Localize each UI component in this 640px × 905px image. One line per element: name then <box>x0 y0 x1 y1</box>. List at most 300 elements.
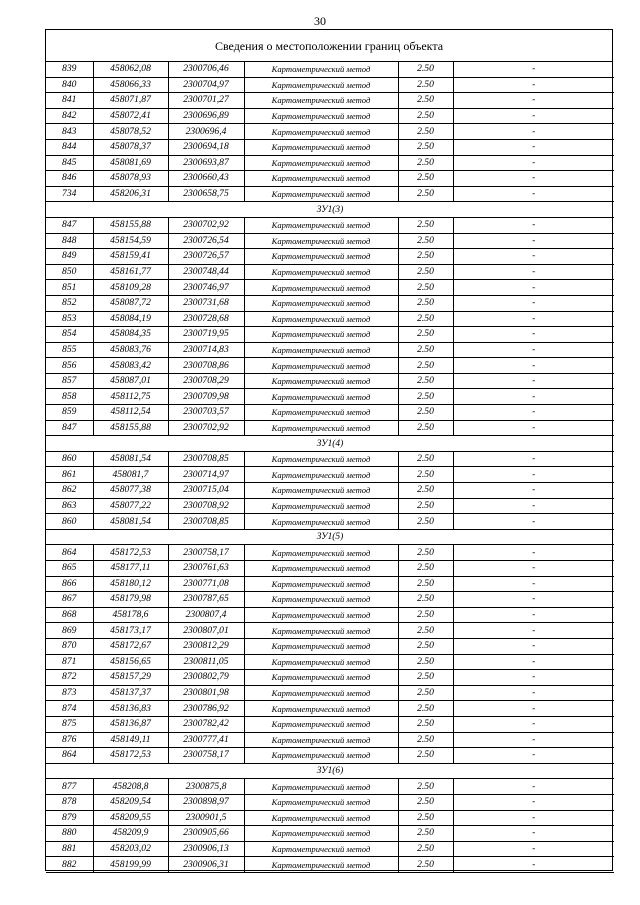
description-cell: - <box>453 327 614 343</box>
table-row <box>46 810 614 826</box>
precision-cell: 2.50 <box>398 217 453 233</box>
y-coordinate-cell: 2300706,46 <box>168 62 244 77</box>
table-row <box>46 623 614 639</box>
precision-cell: 2.50 <box>398 701 453 717</box>
y-coordinate-cell: 2300714,97 <box>168 467 244 483</box>
precision-cell: 2.50 <box>398 498 453 514</box>
precision-cell: 2.50 <box>398 93 453 109</box>
y-coordinate-cell: 2300728,68 <box>168 311 244 327</box>
point-number-cell: 876 <box>46 732 93 748</box>
description-cell: - <box>453 389 614 405</box>
table-row <box>46 280 614 296</box>
table-row <box>46 295 614 311</box>
description-cell: - <box>453 576 614 592</box>
description-cell: - <box>453 779 614 795</box>
x-coordinate-cell: 458078,93 <box>93 171 168 187</box>
method-cell: Картометрический метод <box>244 514 398 530</box>
table-row <box>46 483 614 499</box>
group-label: ЗУ1(3) <box>46 202 614 218</box>
table-row <box>46 249 614 265</box>
x-coordinate-cell: 458077,38 <box>93 483 168 499</box>
table-row <box>46 841 614 857</box>
precision-cell: 2.50 <box>398 592 453 608</box>
x-coordinate-cell: 458156,65 <box>93 654 168 670</box>
description-cell: - <box>453 171 614 187</box>
y-coordinate-cell: 2300701,27 <box>168 93 244 109</box>
y-coordinate-cell: 2300726,54 <box>168 233 244 249</box>
description-cell: - <box>453 217 614 233</box>
precision-cell: 2.50 <box>398 373 453 389</box>
point-number-cell: 848 <box>46 233 93 249</box>
x-coordinate-cell: 458081,7 <box>93 467 168 483</box>
y-coordinate-cell: 2300898,97 <box>168 794 244 810</box>
x-coordinate-cell: 458081,54 <box>93 514 168 530</box>
y-coordinate-cell: 2300758,17 <box>168 748 244 764</box>
method-cell: Картометрический метод <box>244 685 398 701</box>
table-row <box>46 794 614 810</box>
point-number-cell: 868 <box>46 607 93 623</box>
group-label: ЗУ1(4) <box>46 436 614 452</box>
y-coordinate-cell: 2300719,95 <box>168 327 244 343</box>
point-number-cell: 858 <box>46 389 93 405</box>
point-number-cell: 877 <box>46 779 93 795</box>
x-coordinate-cell: 458172,67 <box>93 638 168 654</box>
description-cell: - <box>453 732 614 748</box>
point-number-cell: 881 <box>46 841 93 857</box>
description-cell: - <box>453 77 614 93</box>
x-coordinate-cell: 458071,87 <box>93 93 168 109</box>
precision-cell: 2.50 <box>398 280 453 296</box>
precision-cell: 2.50 <box>398 451 453 467</box>
table-row <box>46 373 614 389</box>
point-number-cell: 880 <box>46 826 93 842</box>
point-number-cell: 840 <box>46 77 93 93</box>
point-number-cell: 865 <box>46 561 93 577</box>
method-cell: Картометрический метод <box>244 108 398 124</box>
x-coordinate-cell: 458179,98 <box>93 592 168 608</box>
precision-cell: 2.50 <box>398 794 453 810</box>
point-number-cell: 843 <box>46 124 93 140</box>
method-cell: Картометрический метод <box>244 826 398 842</box>
description-cell: - <box>453 716 614 732</box>
table-row <box>46 264 614 280</box>
description-cell: - <box>453 249 614 265</box>
point-number-cell: 870 <box>46 638 93 654</box>
y-coordinate-cell: 2300807,4 <box>168 607 244 623</box>
y-coordinate-cell: 2300906,13 <box>168 841 244 857</box>
description-cell: - <box>453 623 614 639</box>
method-cell: Картометрический метод <box>244 342 398 358</box>
table-row <box>46 420 614 436</box>
method-cell: Картометрический метод <box>244 451 398 467</box>
method-cell: Картометрический метод <box>244 498 398 514</box>
description-cell: - <box>453 561 614 577</box>
x-coordinate-cell: 458136,83 <box>93 701 168 717</box>
x-coordinate-cell: 458206,31 <box>93 186 168 202</box>
precision-cell: 2.50 <box>398 607 453 623</box>
point-number-cell: 847 <box>46 420 93 436</box>
table-row <box>46 654 614 670</box>
precision-cell: 2.50 <box>398 264 453 280</box>
table-row <box>46 638 614 654</box>
method-cell: Картометрический метод <box>244 576 398 592</box>
point-number-cell: 878 <box>46 794 93 810</box>
description-cell: - <box>453 139 614 155</box>
x-coordinate-cell: 458083,42 <box>93 358 168 374</box>
point-number-cell: 869 <box>46 623 93 639</box>
y-coordinate-cell: 2300703,57 <box>168 405 244 421</box>
table-row <box>46 389 614 405</box>
x-coordinate-cell: 458154,59 <box>93 233 168 249</box>
method-cell: Картометрический метод <box>244 77 398 93</box>
x-coordinate-cell: 458209,9 <box>93 826 168 842</box>
method-cell: Картометрический метод <box>244 295 398 311</box>
precision-cell: 2.50 <box>398 405 453 421</box>
group-header-row <box>46 763 614 779</box>
description-cell: - <box>453 124 614 140</box>
point-number-cell: 845 <box>46 155 93 171</box>
table-row <box>46 576 614 592</box>
method-cell: Картометрический метод <box>244 264 398 280</box>
precision-cell: 2.50 <box>398 779 453 795</box>
description-cell: - <box>453 685 614 701</box>
y-coordinate-cell: 2300802,79 <box>168 670 244 686</box>
x-coordinate-cell: 458172,53 <box>93 748 168 764</box>
precision-cell: 2.50 <box>398 654 453 670</box>
x-coordinate-cell: 458062,08 <box>93 62 168 77</box>
table-row <box>46 561 614 577</box>
x-coordinate-cell: 458209,55 <box>93 810 168 826</box>
x-coordinate-cell: 458157,29 <box>93 670 168 686</box>
y-coordinate-cell: 2300708,92 <box>168 498 244 514</box>
precision-cell: 2.50 <box>398 685 453 701</box>
precision-cell: 2.50 <box>398 186 453 202</box>
x-coordinate-cell: 458081,69 <box>93 155 168 171</box>
y-coordinate-cell: 2300708,29 <box>168 373 244 389</box>
table-row <box>46 171 614 187</box>
point-number-cell: 874 <box>46 701 93 717</box>
x-coordinate-cell: 458078,52 <box>93 124 168 140</box>
method-cell: Картометрический метод <box>244 701 398 717</box>
table-row <box>46 139 614 155</box>
method-cell: Картометрический метод <box>244 810 398 826</box>
point-number-cell: 852 <box>46 295 93 311</box>
precision-cell: 2.50 <box>398 483 453 499</box>
point-number-cell: 734 <box>46 186 93 202</box>
point-number-cell: 862 <box>46 483 93 499</box>
precision-cell: 2.50 <box>398 638 453 654</box>
x-coordinate-cell: 458077,22 <box>93 498 168 514</box>
y-coordinate-cell: 2300702,92 <box>168 420 244 436</box>
table-row <box>46 233 614 249</box>
method-cell: Картометрический метод <box>244 311 398 327</box>
point-number-cell: 860 <box>46 451 93 467</box>
y-coordinate-cell: 2300812,29 <box>168 638 244 654</box>
point-number-cell: 849 <box>46 249 93 265</box>
y-coordinate-cell: 2300658,75 <box>168 186 244 202</box>
precision-cell: 2.50 <box>398 748 453 764</box>
group-label: ЗУ1(5) <box>46 529 614 545</box>
point-number-cell: 844 <box>46 139 93 155</box>
precision-cell: 2.50 <box>398 358 453 374</box>
table-row <box>46 342 614 358</box>
method-cell: Картометрический метод <box>244 748 398 764</box>
point-number-cell: 863 <box>46 498 93 514</box>
precision-cell: 2.50 <box>398 420 453 436</box>
y-coordinate-cell: 2300709,98 <box>168 389 244 405</box>
description-cell: - <box>453 155 614 171</box>
table-row <box>46 451 614 467</box>
point-number-cell: 879 <box>46 810 93 826</box>
point-number-cell: 847 <box>46 217 93 233</box>
x-coordinate-cell: 458084,19 <box>93 311 168 327</box>
description-cell: - <box>453 358 614 374</box>
x-coordinate-cell: 458155,88 <box>93 420 168 436</box>
method-cell: Картометрический метод <box>244 62 398 77</box>
x-coordinate-cell: 458155,88 <box>93 217 168 233</box>
point-number-cell: 872 <box>46 670 93 686</box>
point-number-cell: 855 <box>46 342 93 358</box>
y-coordinate-cell: 2300906,31 <box>168 857 244 873</box>
description-cell: - <box>453 794 614 810</box>
y-coordinate-cell: 2300807,01 <box>168 623 244 639</box>
precision-cell: 2.50 <box>398 233 453 249</box>
y-coordinate-cell: 2300787,65 <box>168 592 244 608</box>
method-cell: Картометрический метод <box>244 794 398 810</box>
x-coordinate-cell: 458173,17 <box>93 623 168 639</box>
x-coordinate-cell: 458078,37 <box>93 139 168 155</box>
x-coordinate-cell: 458112,75 <box>93 389 168 405</box>
point-number-cell: 866 <box>46 576 93 592</box>
y-coordinate-cell: 2300660,43 <box>168 171 244 187</box>
description-cell: - <box>453 592 614 608</box>
method-cell: Картометрический метод <box>244 280 398 296</box>
precision-cell: 2.50 <box>398 732 453 748</box>
x-coordinate-cell: 458208,8 <box>93 779 168 795</box>
table-row <box>46 311 614 327</box>
method-cell: Картометрический метод <box>244 358 398 374</box>
precision-cell: 2.50 <box>398 327 453 343</box>
method-cell: Картометрический метод <box>244 592 398 608</box>
description-cell: - <box>453 826 614 842</box>
boundary-table-frame <box>45 29 613 871</box>
table-row <box>46 607 614 623</box>
method-cell: Картометрический метод <box>244 467 398 483</box>
table-row <box>46 498 614 514</box>
x-coordinate-cell: 458159,41 <box>93 249 168 265</box>
point-number-cell: 851 <box>46 280 93 296</box>
y-coordinate-cell: 2300726,57 <box>168 249 244 265</box>
precision-cell: 2.50 <box>398 389 453 405</box>
table-row <box>46 217 614 233</box>
precision-cell: 2.50 <box>398 514 453 530</box>
method-cell: Картометрический метод <box>244 327 398 343</box>
method-cell: Картометрический метод <box>244 483 398 499</box>
method-cell: Картометрический метод <box>244 732 398 748</box>
group-label: ЗУ1(6) <box>46 763 614 779</box>
description-cell: - <box>453 810 614 826</box>
method-cell: Картометрический метод <box>244 716 398 732</box>
page-number: 30 <box>314 14 326 28</box>
precision-cell: 2.50 <box>398 826 453 842</box>
x-coordinate-cell: 458209,54 <box>93 794 168 810</box>
x-coordinate-cell: 458172,53 <box>93 545 168 561</box>
y-coordinate-cell: 2300761,63 <box>168 561 244 577</box>
method-cell: Картометрический метод <box>244 186 398 202</box>
precision-cell: 2.50 <box>398 841 453 857</box>
y-coordinate-cell: 2300801,98 <box>168 685 244 701</box>
point-number-cell: 867 <box>46 592 93 608</box>
point-number-cell: 882 <box>46 857 93 873</box>
precision-cell: 2.50 <box>398 62 453 77</box>
point-number-cell: 864 <box>46 748 93 764</box>
point-number-cell: 854 <box>46 327 93 343</box>
precision-cell: 2.50 <box>398 623 453 639</box>
description-cell: - <box>453 451 614 467</box>
point-number-cell: 861 <box>46 467 93 483</box>
precision-cell: 2.50 <box>398 124 453 140</box>
point-number-cell: 873 <box>46 685 93 701</box>
y-coordinate-cell: 2300693,87 <box>168 155 244 171</box>
y-coordinate-cell: 2300694,18 <box>168 139 244 155</box>
y-coordinate-cell: 2300771,08 <box>168 576 244 592</box>
description-cell: - <box>453 545 614 561</box>
y-coordinate-cell: 2300731,68 <box>168 295 244 311</box>
description-cell: - <box>453 342 614 358</box>
description-cell: - <box>453 93 614 109</box>
x-coordinate-cell: 458180,12 <box>93 576 168 592</box>
y-coordinate-cell: 2300748,44 <box>168 264 244 280</box>
description-cell: - <box>453 498 614 514</box>
description-cell: - <box>453 607 614 623</box>
precision-cell: 2.50 <box>398 545 453 561</box>
method-cell: Картометрический метод <box>244 420 398 436</box>
method-cell: Картометрический метод <box>244 405 398 421</box>
description-cell: - <box>453 233 614 249</box>
description-cell: - <box>453 514 614 530</box>
table-row <box>46 545 614 561</box>
method-cell: Картометрический метод <box>244 623 398 639</box>
y-coordinate-cell: 2300715,04 <box>168 483 244 499</box>
precision-cell: 2.50 <box>398 171 453 187</box>
method-cell: Картометрический метод <box>244 373 398 389</box>
point-number-cell: 842 <box>46 108 93 124</box>
table-row <box>46 108 614 124</box>
table-row <box>46 467 614 483</box>
method-cell: Картометрический метод <box>244 779 398 795</box>
description-cell: - <box>453 857 614 873</box>
table-row <box>46 670 614 686</box>
y-coordinate-cell: 2300696,89 <box>168 108 244 124</box>
y-coordinate-cell: 2300708,86 <box>168 358 244 374</box>
table-title: Сведения о местоположении границ объекта <box>46 30 612 62</box>
method-cell: Картометрический метод <box>244 389 398 405</box>
table-row <box>46 62 614 77</box>
y-coordinate-cell: 2300758,17 <box>168 545 244 561</box>
precision-cell: 2.50 <box>398 810 453 826</box>
x-coordinate-cell: 458149,11 <box>93 732 168 748</box>
y-coordinate-cell: 2300782,42 <box>168 716 244 732</box>
x-coordinate-cell: 458109,28 <box>93 280 168 296</box>
method-cell: Картометрический метод <box>244 654 398 670</box>
precision-cell: 2.50 <box>398 108 453 124</box>
description-cell: - <box>453 264 614 280</box>
y-coordinate-cell: 2300746,97 <box>168 280 244 296</box>
y-coordinate-cell: 2300704,97 <box>168 77 244 93</box>
y-coordinate-cell: 2300702,92 <box>168 217 244 233</box>
table-row <box>46 857 614 873</box>
x-coordinate-cell: 458072,41 <box>93 108 168 124</box>
table-row <box>46 592 614 608</box>
method-cell: Картометрический метод <box>244 638 398 654</box>
coordinates-table <box>46 62 614 873</box>
x-coordinate-cell: 458136,87 <box>93 716 168 732</box>
point-number-cell: 864 <box>46 545 93 561</box>
x-coordinate-cell: 458203,02 <box>93 841 168 857</box>
group-header-row <box>46 529 614 545</box>
point-number-cell: 860 <box>46 514 93 530</box>
y-coordinate-cell: 2300811,05 <box>168 654 244 670</box>
table-row <box>46 748 614 764</box>
method-cell: Картометрический метод <box>244 670 398 686</box>
table-row <box>46 779 614 795</box>
point-number-cell: 871 <box>46 654 93 670</box>
description-cell: - <box>453 62 614 77</box>
table-row <box>46 716 614 732</box>
description-cell: - <box>453 373 614 389</box>
description-cell: - <box>453 420 614 436</box>
point-number-cell: 875 <box>46 716 93 732</box>
x-coordinate-cell: 458199,99 <box>93 857 168 873</box>
method-cell: Картометрический метод <box>244 249 398 265</box>
description-cell: - <box>453 701 614 717</box>
x-coordinate-cell: 458083,76 <box>93 342 168 358</box>
precision-cell: 2.50 <box>398 295 453 311</box>
y-coordinate-cell: 2300905,66 <box>168 826 244 842</box>
table-row <box>46 826 614 842</box>
description-cell: - <box>453 483 614 499</box>
point-number-cell: 839 <box>46 62 93 77</box>
table-row <box>46 327 614 343</box>
precision-cell: 2.50 <box>398 857 453 873</box>
method-cell: Картометрический метод <box>244 171 398 187</box>
x-coordinate-cell: 458087,72 <box>93 295 168 311</box>
y-coordinate-cell: 2300696,4 <box>168 124 244 140</box>
precision-cell: 2.50 <box>398 311 453 327</box>
method-cell: Картометрический метод <box>244 607 398 623</box>
x-coordinate-cell: 458066,33 <box>93 77 168 93</box>
x-coordinate-cell: 458178,6 <box>93 607 168 623</box>
point-number-cell: 846 <box>46 171 93 187</box>
group-header-row <box>46 202 614 218</box>
point-number-cell: 850 <box>46 264 93 280</box>
x-coordinate-cell: 458112,54 <box>93 405 168 421</box>
x-coordinate-cell: 458081,54 <box>93 451 168 467</box>
description-cell: - <box>453 638 614 654</box>
point-number-cell: 859 <box>46 405 93 421</box>
y-coordinate-cell: 2300875,8 <box>168 779 244 795</box>
x-coordinate-cell: 458087,01 <box>93 373 168 389</box>
y-coordinate-cell: 2300714,83 <box>168 342 244 358</box>
precision-cell: 2.50 <box>398 249 453 265</box>
table-row <box>46 77 614 93</box>
table-row <box>46 405 614 421</box>
table-row <box>46 358 614 374</box>
precision-cell: 2.50 <box>398 77 453 93</box>
precision-cell: 2.50 <box>398 467 453 483</box>
x-coordinate-cell: 458084,35 <box>93 327 168 343</box>
y-coordinate-cell: 2300901,5 <box>168 810 244 826</box>
